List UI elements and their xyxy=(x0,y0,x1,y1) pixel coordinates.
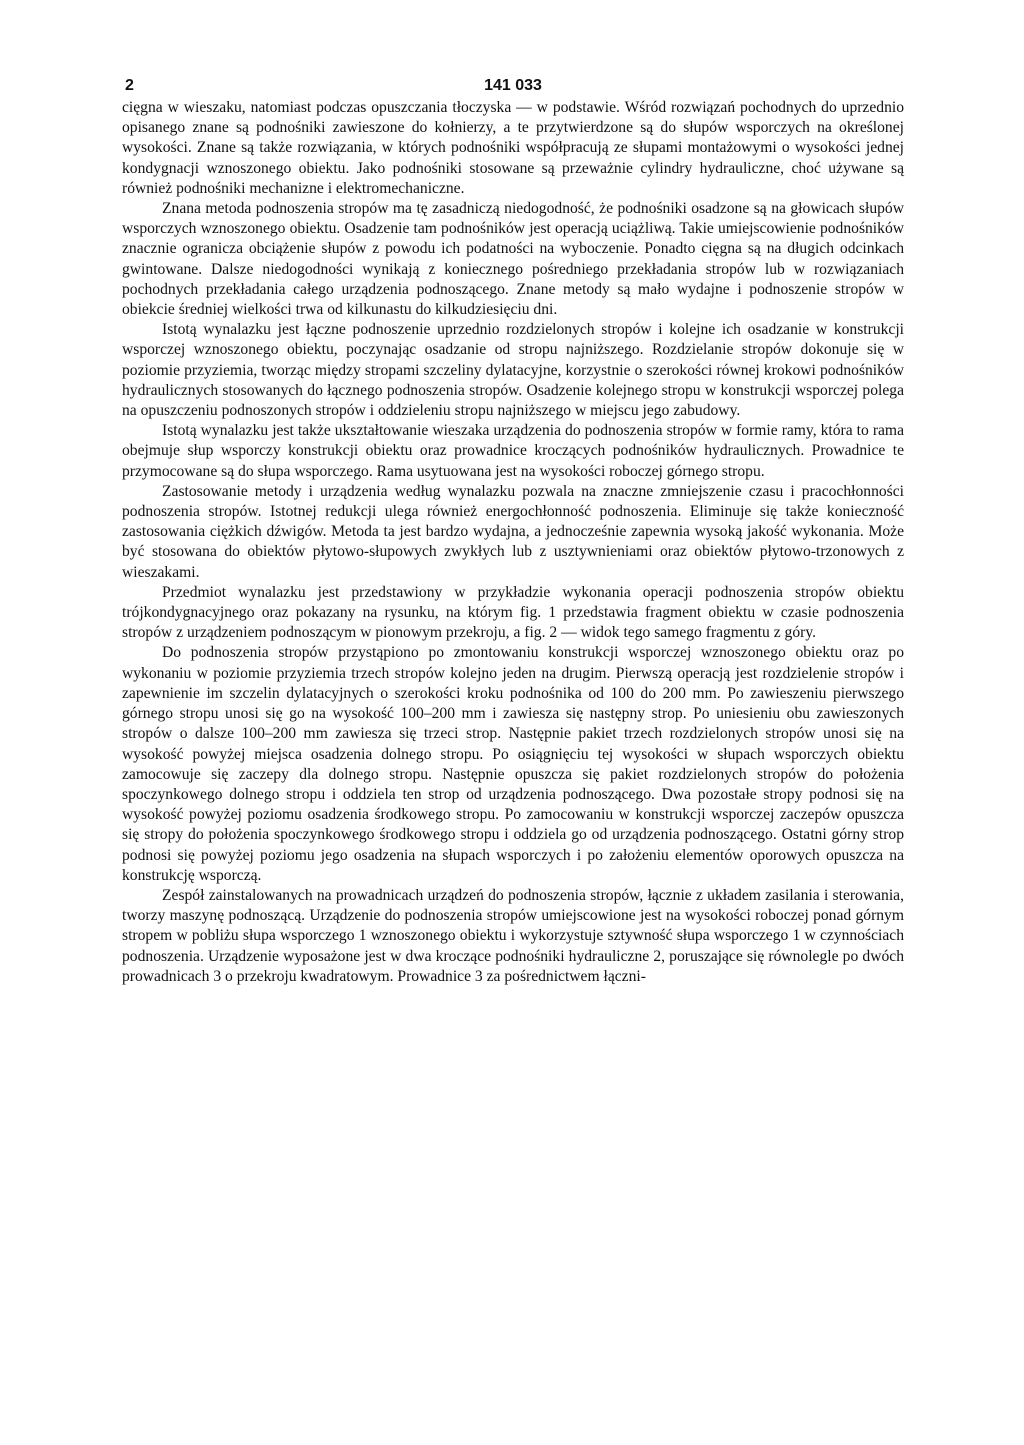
paragraph-prior-art-drawbacks: Znana metoda podnoszenia stropów ma tę zasadniczą niedogodność, że podnośniki osadzone są na głowicach słupów wsporczych wznoszonego obiektu. Osadzenie tam podnośników jest operacją uciążliwą. Takie umiejscowienie podnośników znacznie ogranicza obciążenie słupów z powodu ich podatności na wyboczenie. Ponadto cięgna są na długich odcinkach gwintowane. Dalsze niedogodności wynikają z koniecznego pośredniego przekładania stropów lub w rozwiązaniach pochodnych przekładania całego urządzenia podnoszącego. Znane metody są mało wydajne i podnoszenie stropów w obiekcie średniej wielkości trwa od kilkunastu do kilkudziesięciu dni. xyxy=(122,200,904,319)
paragraph-continuation: cięgna w wieszaku, natomiast podczas opuszczania tłoczyska — w podstawie. Wśród rozwiązań pochodnych do uprzednio opisanego znane są podnośniki zawieszone do kołnierzy, a te przytwierdzone są do słupów wsporczych na określonej wysokości. Znane są także rozwiązania, w których podnośniki współpracują ze słupami montażowymi o wysokości jednej kondygnacji wznoszonego obiektu. Jako podnośniki stosowane są przeważnie cylindry hydrauliczne, choć używane są również podnośniki mechanizne i elektromechaniczne. xyxy=(122,99,904,197)
document-page xyxy=(122,74,904,987)
paragraph-advantages: Zastosowanie metody i urządzenia według wynalazku pozwala na znaczne zmniejszenie czasu i pracochłonności podnoszenia stropów. Istotnej redukcji ulega również energochłonność podnoszenia. Eliminuje się także konieczność zastosowania ciężkich dźwigów. Metoda ta jest bardzo wydajna, a jednocześnie zapewnia wysoką jakość wykonania. Może być stosowana do obiektów płytowo-słupowych zwykłych lub z usztywnieniami oraz obiektów płytowo-trzonowych z wieszakami. xyxy=(122,482,904,581)
paragraph-procedure: Do podnoszenia stropów przystąpiono po zmontowaniu konstrukcji wsporczej wznoszonego obiektu oraz po wykonaniu w poziomie przyziemia trzech stropów kolejno jeden na drugim. Pierwszą operacją jest rozdzielenie stropów i zapewnienie im szczelin dylatacyjnych o szerokości kroku podnośnika od 100 do 200 mm. Po zawieszeniu pierwszego górnego stropu unosi się go na wysokość 100–200 mm i zawiesza się następny strop. Po uniesieniu obu zawieszonych stropów o dalsze 100–200 mm zawiesza się trzeci strop. Następnie pakiet trzech rozdzielonych stropów unosi się na wysokość powyżej miejsca osadzenia dolnego stropu. Po osiągnięciu tej wysokości w słupach wsporczych obiektu zamocowuje się zaczepy dla dolnego stropu. Następnie opuszcza się pakiet rozdzielonych stropów do położenia spoczynkowego dolnego stropu i oddziela ten strop od urządzenia podnoszącego. Dwa pozostałe stropy podnosi się na wysokość powyżej poziomu osadzenia środkowego stropu. Po zamocowaniu w konstrukcji wsporczej zaczepów opuszcza się stropy do położenia spoczynkowego środkowego stropu i oddziela go od urządzenia podnoszącego. Ostatni górny strop podnosi się powyżej poziomu jego osadzenia na słupach wsporczych i po założeniu elementów oporowych opuszcza na konstrukcję wsporczą. xyxy=(122,644,904,884)
paragraph-device-description: Zespół zainstalowanych na prowadnicach urządzeń do podnoszenia stropów, łącznie z układem zasilania i sterowania, tworzy maszynę podnoszącą. Urządzenie do podnoszenia stropów umiejscowione jest na wysokości roboczej ponad górnym stropem w pobliżu słupa wsporczego 1 wznoszonego obiektu i wykorzystuje sztywność słupa wsporczego 1 w czynnościach podnoszenia. Urządzenie wyposażone jest w dwa kroczące podnośniki hydrauliczne 2, poruszające się równolegle po dwóch prowadnicach 3 o przekroju kwadratowym. Prowadnice 3 za pośrednictwem łączni- xyxy=(122,886,904,985)
paragraph-figures: Przedmiot wynalazku jest przedstawiony w przykładzie wykonania operacji podnoszenia stropów obiektu trójkondygnacyjnego oraz pokazany na rysunku, na którym fig. 1 przedstawia fragment obiektu w czasie podnoszenia stropów z urządzeniem podnoszącym w pionowym przekroju, a fig. 2 — widok tego samego fragmentu z góry. xyxy=(122,583,904,642)
page-header xyxy=(122,74,904,98)
document-body xyxy=(122,98,904,987)
paragraph-hanger-frame: Istotą wynalazku jest także ukształtowanie wieszaka urządzenia do podnoszenia stropów w formie ramy, która to rama obejmuje słup wsporczy konstrukcji obiektu oraz prowadnice kroczących podnośników hydraulicznych. Prowadnice te przymocowane są do słupa wsporczego. Rama usytuowana jest na wysokości roboczej górnego stropu. xyxy=(122,422,904,480)
document-number: 141 033 xyxy=(484,77,542,94)
page-number: 2 xyxy=(125,77,134,94)
paragraph-invention-essence: Istotą wynalazku jest łączne podnoszenie uprzednio rozdzielonych stropów i kolejne ich osadzanie w konstrukcji wsporczej wznoszonego obiektu, poczynając osadzanie od stropu najniższego. Rozdzielanie stropów dokonuje się w poziomie przyziemia, tworząc między stropami szczeliny dylatacyjne, korzystnie o szerokości równej krokowi podnośników hydraulicznych stosowanych do łącznego podnoszenia stropów. Osadzenie kolejnego stropu w konstrukcji wsporczej polega na opuszczeniu podnoszonych stropów i oddzieleniu stropu najniższego w miejscu jego zabudowy. xyxy=(122,321,904,420)
